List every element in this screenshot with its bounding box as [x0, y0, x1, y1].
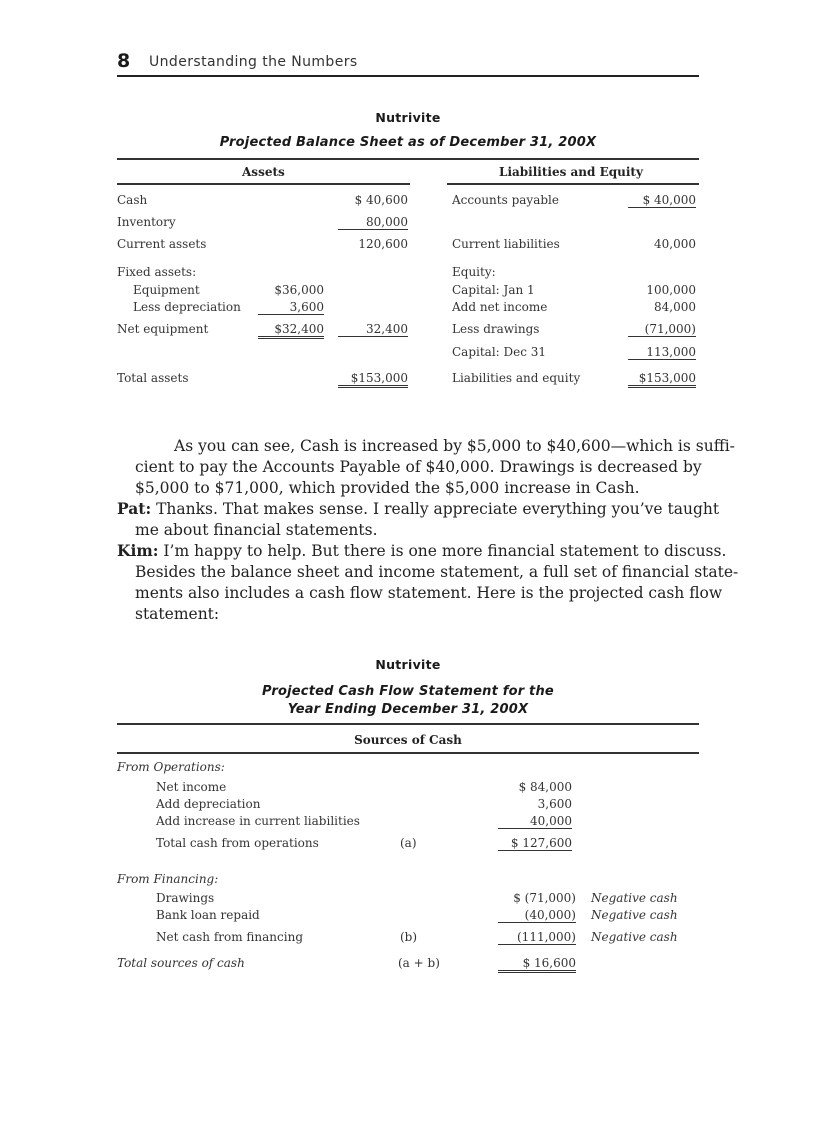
- paragraph-line: $5,000 to $71,000, which provided the $5,000 increase in Cash.: [135, 479, 640, 497]
- current-assets-label: Current assets: [117, 237, 207, 251]
- cf-drawings-note: Negative cash: [591, 891, 678, 905]
- drawings-value: (71,000): [628, 322, 696, 337]
- from-operations-label: From Operations:: [117, 760, 225, 774]
- paragraph-line: ments also includes a cash flow statement. Here is the projected cash flow: [135, 584, 723, 602]
- net-equipment-label: Net equipment: [117, 322, 209, 336]
- paragraph-line: Besides the balance sheet and income statement, a full set of financial state-: [135, 563, 739, 581]
- inventory-label: Inventory: [117, 215, 176, 229]
- paragraph-line: statement:: [135, 605, 220, 623]
- total-assets-label: Total assets: [117, 371, 189, 385]
- cf-net-financing-value: (111,000): [498, 930, 576, 945]
- balance-sheet-company: Nutrivite: [375, 110, 441, 125]
- equity-label: Equity:: [452, 265, 496, 279]
- cash-flow-top-rule: [117, 723, 699, 725]
- paragraph-line: cient to pay the Accounts Payable of $40,000. Drawings is decreased by: [135, 458, 702, 476]
- balance-sheet-title: Projected Balance Sheet as of December 31, 200X: [219, 135, 597, 150]
- total-assets-value: $153,000: [338, 371, 408, 388]
- less-depreciation-label: Less depreciation: [133, 300, 241, 314]
- net-income-label: Add net income: [452, 300, 548, 314]
- cash-flow-company: Nutrivite: [375, 657, 441, 672]
- cash-flow-title-line2: Year Ending December 31, 200X: [287, 702, 529, 717]
- liabilities-heading-rule: [447, 183, 699, 185]
- liabilities-equity-value: $153,000: [628, 371, 696, 388]
- net-equipment-value: 32,400: [338, 322, 408, 337]
- sources-heading-rule: [117, 752, 699, 754]
- capital-jan-label: Capital: Jan 1: [452, 283, 535, 297]
- cf-total-sources-value: $ 16,600: [498, 956, 576, 973]
- speaker-kim: Kim:: [117, 541, 159, 560]
- cf-add-depreciation-label: Add depreciation: [156, 797, 261, 811]
- header-rule: [117, 75, 699, 77]
- drawings-label: Less drawings: [452, 322, 540, 336]
- cash-flow-title-line1: Projected Cash Flow Statement for the: [262, 684, 554, 699]
- sources-of-cash-heading: Sources of Cash: [354, 733, 462, 747]
- dialogue-pat: [117, 499, 719, 520]
- page-number: 8: [117, 50, 131, 72]
- cf-drawings-label: Drawings: [156, 891, 215, 905]
- cash-label: Cash: [117, 193, 148, 207]
- current-assets-value: 120,600: [358, 237, 408, 251]
- paragraph-line: me about financial statements.: [135, 521, 378, 539]
- accounts-payable-label: Accounts payable: [452, 193, 559, 207]
- paragraph-line: As you can see, Cash is increased by $5,000 to $40,600—which is suffi-: [174, 437, 735, 455]
- net-equipment-subtotal: $32,400: [258, 322, 324, 339]
- current-liabilities-label: Current liabilities: [452, 237, 560, 251]
- cf-total-operations-ref: (a): [400, 836, 417, 850]
- cf-loan-label: Bank loan repaid: [156, 908, 260, 922]
- assets-heading-rule: [117, 183, 410, 185]
- cf-net-financing-note: Negative cash: [591, 930, 678, 944]
- cf-drawings-value: $ (71,000): [513, 891, 576, 905]
- cf-total-sources-label: Total sources of cash: [117, 956, 245, 970]
- cf-net-financing-label: Net cash from financing: [156, 930, 303, 944]
- cf-total-operations-label: Total cash from operations: [156, 836, 319, 850]
- net-income-value: 84,000: [654, 300, 696, 314]
- fixed-assets-label: Fixed assets:: [117, 265, 197, 279]
- cf-loan-note: Negative cash: [591, 908, 678, 922]
- cf-net-income-label: Net income: [156, 780, 227, 794]
- cf-add-liabilities-label: Add increase in current liabilities: [156, 814, 360, 828]
- capital-jan-value: 100,000: [646, 283, 696, 297]
- balance-sheet-top-rule: [117, 158, 699, 160]
- liabilities-heading: Liabilities and Equity: [499, 165, 643, 179]
- capital-dec-value: 113,000: [628, 345, 696, 360]
- current-liabilities-value: 40,000: [654, 237, 696, 251]
- cf-net-financing-ref: (b): [400, 930, 418, 944]
- assets-heading: Assets: [242, 165, 285, 179]
- dialogue-kim: [117, 541, 726, 562]
- capital-dec-label: Capital: Dec 31: [452, 345, 547, 359]
- equipment-value: $36,000: [274, 283, 324, 297]
- cf-total-sources-ref: (a + b): [398, 956, 440, 970]
- cf-add-depreciation-value: 3,600: [537, 797, 572, 811]
- from-financing-label: From Financing:: [117, 872, 219, 886]
- accounts-payable-value: $ 40,000: [628, 193, 696, 208]
- cf-add-liabilities-value: 40,000: [498, 814, 572, 829]
- cf-total-operations-value: $ 127,600: [498, 836, 572, 851]
- cash-value: $ 40,600: [354, 193, 408, 207]
- cf-net-income-value: $ 84,000: [518, 780, 572, 794]
- equipment-label: Equipment: [133, 283, 200, 297]
- inventory-value: 80,000: [338, 215, 408, 230]
- dialogue-line: I’m happy to help. But there is one more financial statement to discuss.: [158, 542, 727, 560]
- speaker-pat: Pat:: [117, 499, 152, 518]
- running-title: Understanding the Numbers: [149, 54, 358, 70]
- less-depreciation-value: 3,600: [258, 300, 324, 315]
- cf-loan-value: (40,000): [498, 908, 576, 923]
- dialogue-line: Thanks. That makes sense. I really appreciate everything you’ve taught: [151, 500, 720, 518]
- liabilities-equity-label: Liabilities and equity: [452, 371, 581, 385]
